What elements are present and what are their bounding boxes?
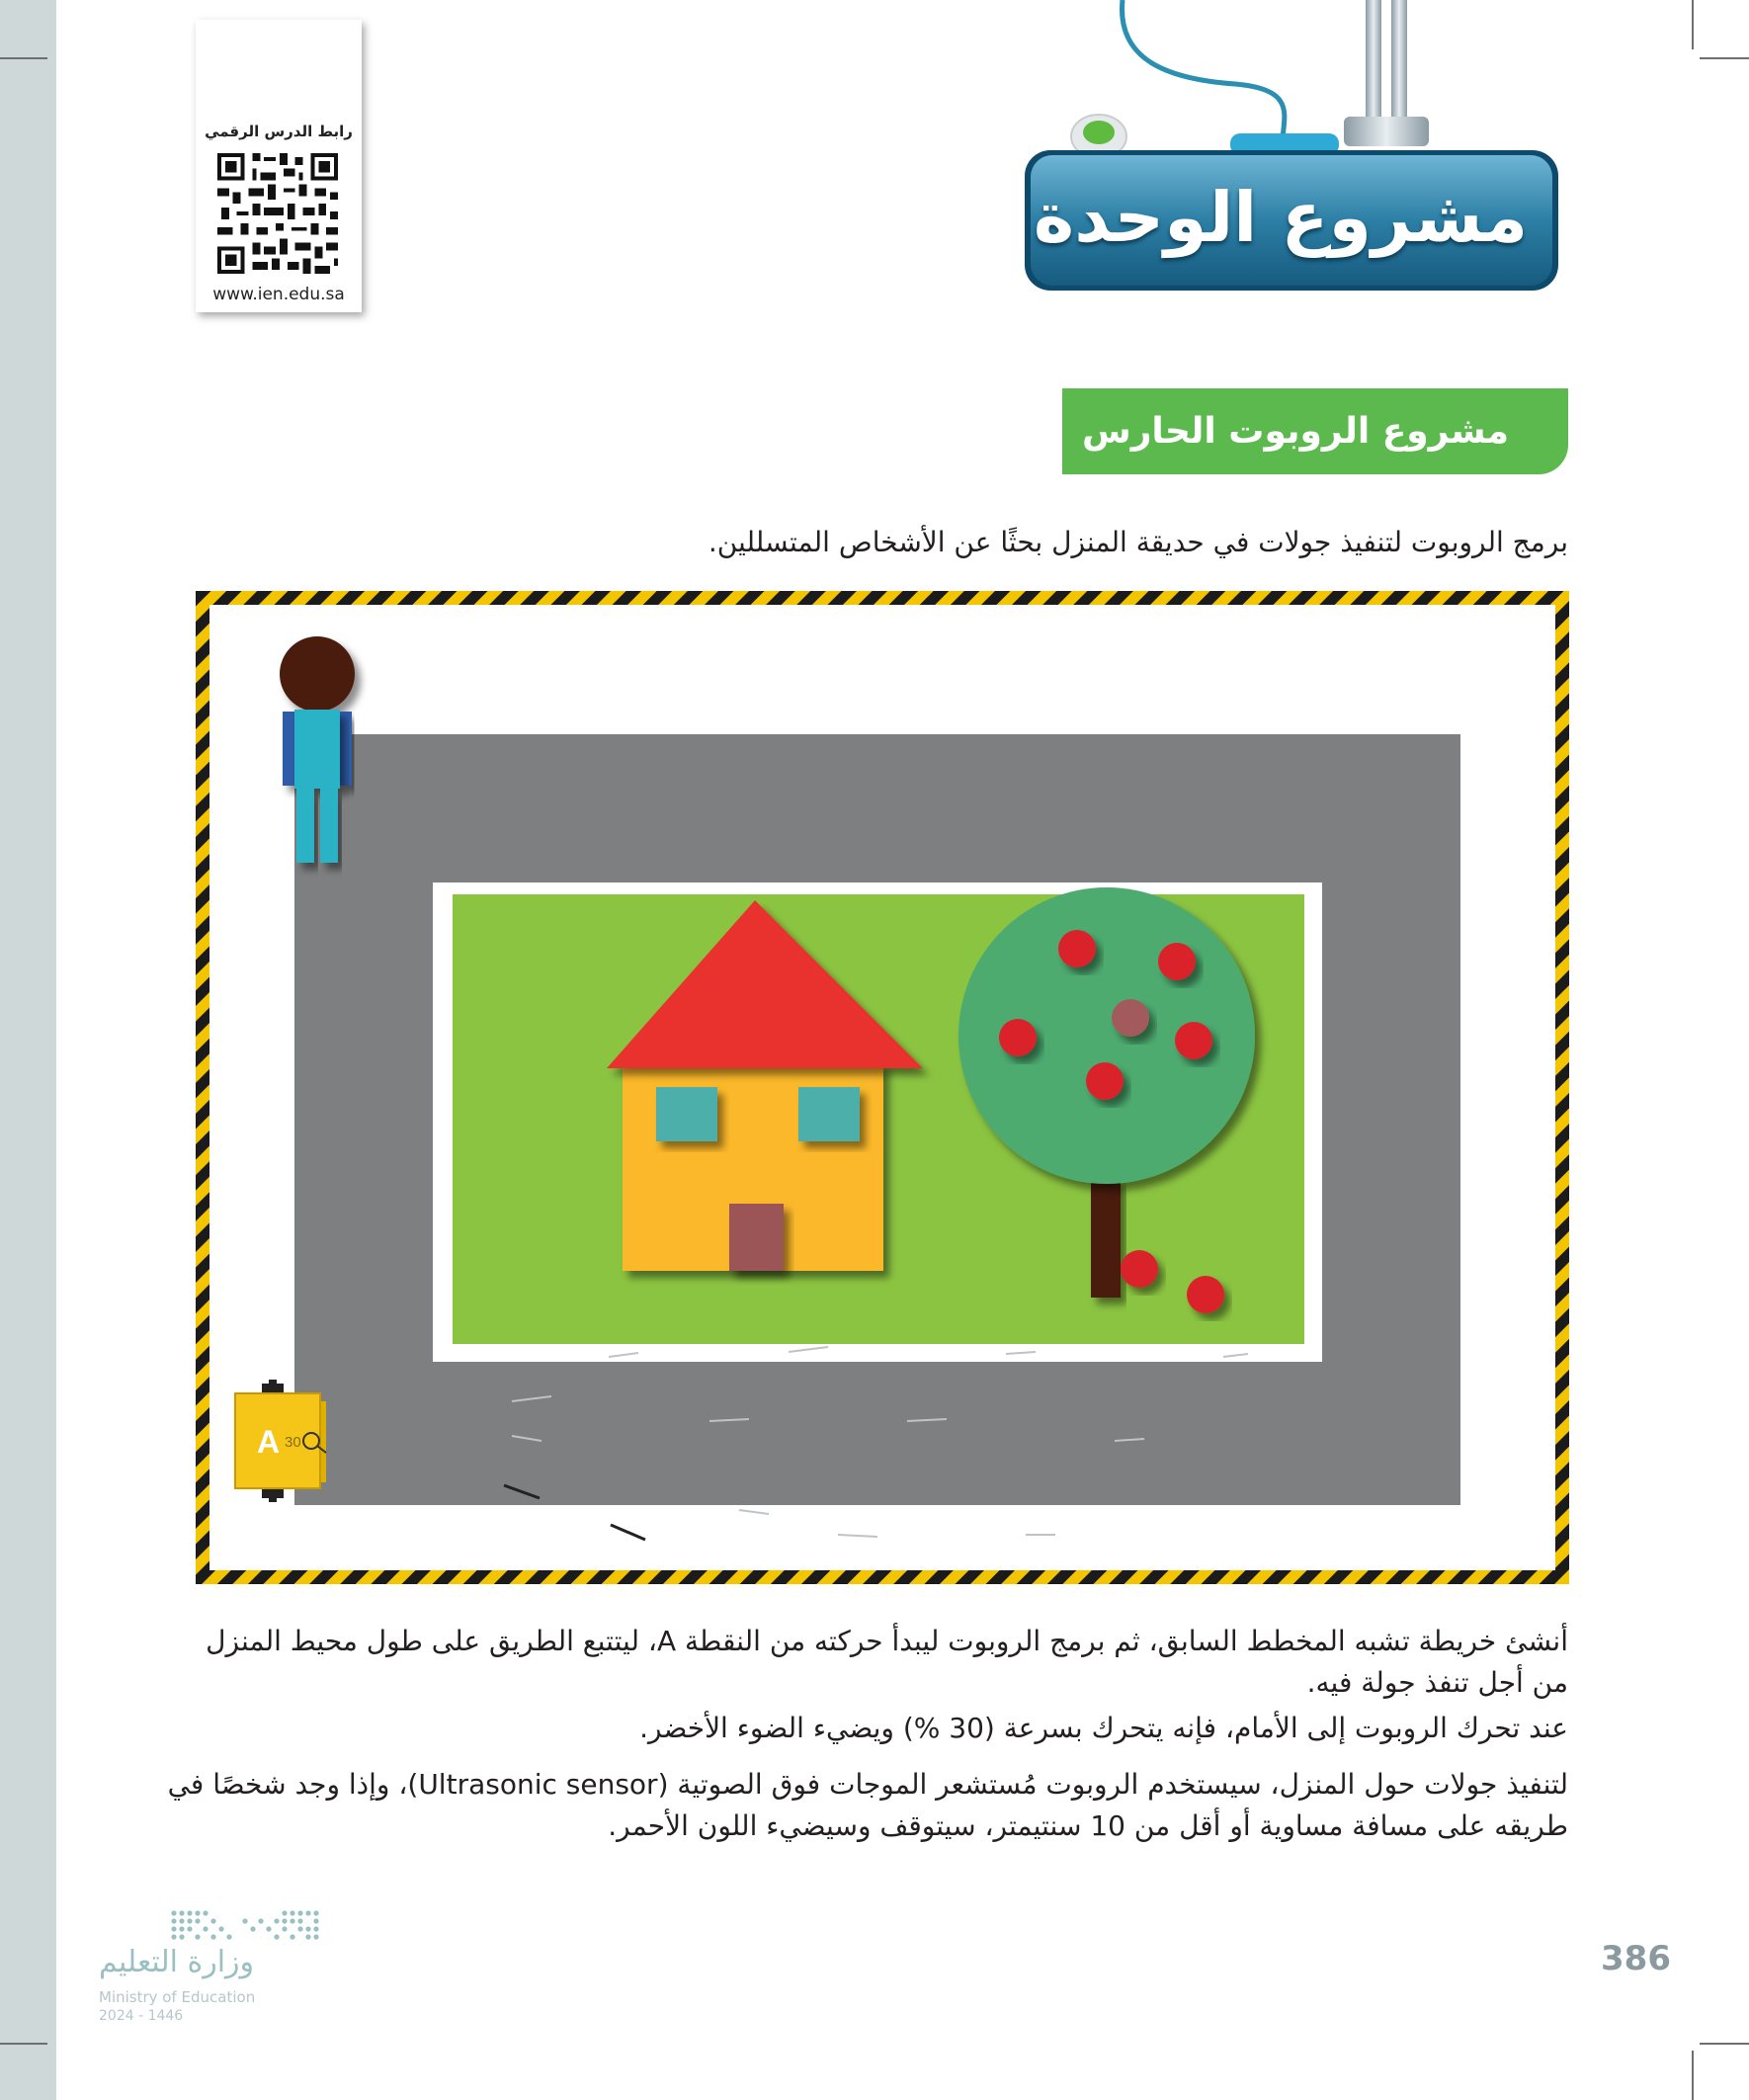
qr-card[interactable] [196, 20, 362, 312]
crop-mark [1692, 0, 1694, 49]
robot-start-a [235, 1380, 326, 1502]
crop-mark [1692, 2051, 1694, 2100]
ministry-name-en: Ministry of Education [99, 1988, 256, 2006]
map-graphic [196, 591, 1569, 1584]
qr-url[interactable]: www.ien.edu.sa [212, 285, 345, 304]
crop-mark [0, 57, 47, 59]
house-window-left [656, 1087, 717, 1141]
page-number: 386 [1601, 1939, 1671, 1978]
person-head [280, 636, 355, 712]
instruction-paragraph-1: أنشئ خريطة تشبه المخطط السابق، ثم برمج الروبوت ليبدأ حركته من النقطة A، ليتتبع الطريق على طول محيط المنزل من أجل تنفذ جولة فيه. [206, 1625, 1568, 1699]
garden-map-illustration [196, 591, 1569, 1584]
instruction-paragraph-2: عند تحرك الروبوت إلى الأمام، فإنه يتحرك بسرعة (30 %) ويضيء الضوء الأخضر. [639, 1712, 1568, 1744]
house-door [729, 1204, 784, 1271]
ministry-year: 2024 - 1446 [99, 2008, 184, 2024]
qr-label: رابط الدرس الرقمي [205, 123, 353, 140]
person-body [294, 710, 340, 789]
robot-label: A [257, 1424, 281, 1460]
ministry-logo [89, 1907, 346, 2036]
banner-title: مشروع الوحدة [1033, 177, 1529, 258]
ministry-logo-icon [168, 1907, 336, 1947]
crop-mark [1700, 2043, 1749, 2045]
section-title: مشروع الروبوت الحارس [1082, 411, 1509, 452]
crop-mark [1700, 57, 1749, 59]
instruction-paragraph-3: لتنفيذ جولات حول المنزل، سيستخدم الروبوت مُستشعر الموجات فوق الصوتية (Ultrasonic sensor)، وإذا وجد شخصًا في طريقه على مسافة مساوية أو أقل من 10 سنتيمتر، سيتوقف وسيضيء اللون الأحمر. [167, 1768, 1568, 1842]
robot-speed-label: 30 [285, 1434, 301, 1451]
ministry-name-ar: وزارة التعليم [99, 1945, 255, 1979]
intro-paragraph: برمج الروبوت لتنفيذ جولات في حديقة المنزل بحثًا عن الأشخاص المتسللين. [708, 526, 1568, 558]
house-window-right [798, 1087, 860, 1141]
qr-code[interactable] [213, 148, 342, 279]
unit-project-banner [1018, 0, 1571, 306]
crop-mark [0, 2043, 47, 2045]
section-title-bar [1062, 388, 1568, 474]
page-left-margin [0, 0, 56, 2100]
tree-trunk [1091, 1179, 1121, 1298]
